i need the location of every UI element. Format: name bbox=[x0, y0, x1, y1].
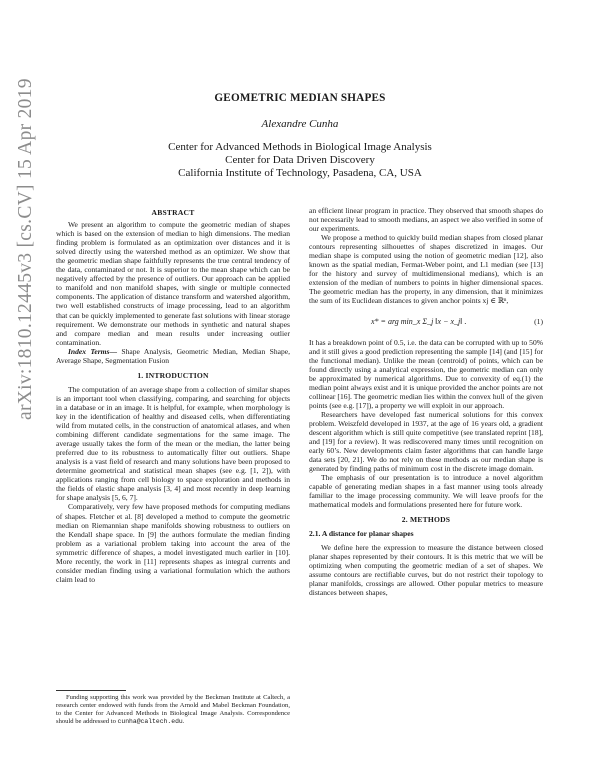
intro-heading: 1. INTRODUCTION bbox=[137, 370, 209, 380]
abstract-text: We present an algorithm to compute the geometric median of shapes which is based on the extension of median to high dimensions. The median finding problem is formulated as an optimization over distances and it is solved directly using the watershed method as an optimizer. We show that the geometric median shape faithfully represents the true central tendency of the data, contaminated or not. It is superior to the mean shape which can be negatively affected by the presence of outliers. Our approach can be applied to manifold and non manifold shapes, with single or multiple connected components. The application of distance transform and watershed algorithm, two well established constructs of image processing, lead to an algorithm that can be quickly implemented to generate fast solutions with linear storage requirement. We demonstrate our methods in synthetic and natural shapes and compare median and mean results under increasing outlier contamination. bbox=[56, 220, 290, 347]
footnote-end: . bbox=[182, 717, 185, 725]
methods-heading: 2. METHODS bbox=[401, 515, 451, 525]
index-terms-text: Shape Analysis, Geometric Median, Median Shape, Average Shape, Segmentation Fusion bbox=[56, 346, 290, 365]
intro-paragraph-2: Comparatively, very few have proposed methods for computing medians of shapes. Fletcher et al. [8] developed a method to compute the geometric median on Riemannian shape manifolds showing robustness to outliers on the Kendall shape space. In [9] the authors formulate the median finding problem as a variational problem taking into account the area of the symmetric difference of shapes, a model investigated much earlier in [10]. More recently, the work in [11] represents shapes as integral currents and consider median finding using a variational formulation which the authors claim lead to bbox=[56, 502, 290, 584]
affiliation-line: Center for Data Driven Discovery bbox=[225, 154, 375, 166]
footnote-rule bbox=[56, 690, 126, 691]
arxiv-stamp: arXiv:1810.12445v3 [cs.CV] 15 Apr 2019 bbox=[15, 78, 36, 420]
footnote-email: cunha@caltech.edu bbox=[117, 717, 183, 725]
intro-paragraph-4: It has a breakdown point of 0.5, i.e. the data can be corrupted with up to 50% and it still gives a good prediction representing the sample [14] (and [15] for the functional median). Unlike the mean (centroid) of points, which can be found directly using a analytical expression, the geometric median can only be approximated by numerical algorithms. Due to convexity of eq.(1) the median point always exist and it is unique provided the anchor points are not collinear [16]. The geometric median lies within the convex hull of the given points (see e.g. [17]), a property we will exploit in our approach. bbox=[309, 337, 543, 410]
right-column bbox=[309, 206, 543, 597]
left-column bbox=[56, 206, 290, 584]
intro-paragraph-2-continued: an efficient linear program in practice. They observed that smooth shapes do not necessarily lead to smooth medians, an aspect we also verified in some of our experiments. bbox=[309, 206, 543, 234]
abstract-heading: ABSTRACT bbox=[151, 208, 195, 217]
affiliation-block bbox=[0, 141, 600, 180]
index-terms-label: Index Terms— bbox=[68, 346, 118, 356]
index-terms bbox=[56, 347, 290, 365]
intro-paragraph-5: Researchers have developed fast numerical solutions for this convex problem. Weiszfeld developed in 1937, at the age of 16 years old, a gradient descent algorithm which is still quite competitive (see translated reprint [18], and [19] for a review). It was rediscovered many times until recognition on early 60’s. New developments claim faster algorithms that can handle large data sets [20, 21]. We do not rely on these methods as our median shape is generated by finding paths of minimum cost in the discrete image domain. bbox=[309, 409, 543, 474]
affiliation-line: Center for Advanced Methods in Biological Image Analysis bbox=[168, 141, 432, 153]
equation-number: (1) bbox=[534, 316, 543, 326]
footnote bbox=[56, 694, 290, 726]
methods-subheading: 2.1. A distance for planar shapes bbox=[309, 529, 414, 539]
equation-1 bbox=[309, 313, 543, 331]
affiliation-line: California Institute of Technology, Pasadena, CA, USA bbox=[178, 167, 422, 179]
paper-title: GEOMETRIC MEDIAN SHAPES bbox=[214, 92, 386, 104]
footnote-text: Funding supporting this work was provided by the Beckman Institute at Caltech, a research center endowed with funds from the Arnold and Mabel Beckman Foundation, to the Center for Advanced Methods in Biological Image Analysis. Correspondence should be addressed to bbox=[56, 694, 290, 725]
intro-paragraph-6: The emphasis of our presentation is to introduce a novel algorithm capable of generating median shapes in a fast manner using tools already familiar to the image processing community. We will leave proofs for the mathematical models and formulations presented here for future work. bbox=[309, 473, 543, 510]
intro-paragraph-3: We propose a method to quickly build median shapes from closed planar contours representing silhouettes of shapes discretized in images. Our median shape is computed using the notion of geometric median [12], also known as the spatial median, Fermat-Weber point, and L1 median (see [13] for the history and survey of multidimensional medians), which is an extension of the median of numbers to points in higher dimensional spaces. The geometric median has the property, in any dimension, that it minimizes the sum of its Euclidean distances to given anchor points xj ∈ ℝⁿ, bbox=[309, 233, 543, 306]
author-name: Alexandre Cunha bbox=[261, 118, 339, 130]
methods-paragraph-1: We define here the expression to measure the distance between closed planar shapes represented by their contours. It is this metric that we will be optimizing when computing the geometric median of a set of shapes. We assume contours are rectifiable curves, but do not restrict their topology to planar manifolds, crossings are allowed. Other popular metrics to measure distances between shapes, bbox=[309, 542, 543, 597]
equation-expression: x* = arg min_x Σ_j ‖x − x_j‖ . bbox=[371, 316, 467, 326]
intro-paragraph-1: The computation of an average shape from a collection of similar shapes is an important tool when classifying, comparing, and searching for objects in a database or in an image. It is helpful, for example, when morphology is key in the identification of healthy and diseased cells, when differentiating wild from mutated cells, in the construction of anatomical atlases, and when combining different candidate segmentations for the same image. The average usually takes the form of the mean or the median, the latter being preferred due to its robustness to automatically filter out outliers. Shape analysis is a vast field of research and many solutions have been proposed to determine geometrical and statistical mean shapes (see e.g. [1, 2]), with applications ranging from cell biology to space exploration and methods in the fields of elastic shape analysis [3, 4] and most recently in deep learning for shape analysis [5, 6, 7]. bbox=[56, 384, 290, 503]
